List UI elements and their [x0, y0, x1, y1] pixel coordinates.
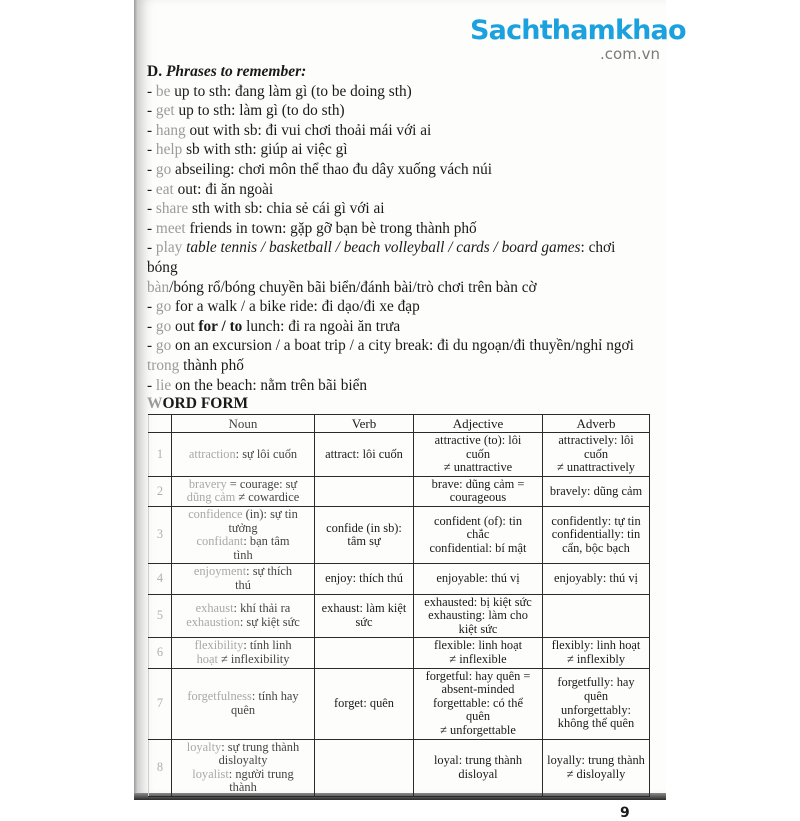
adjective-line: loyal: trung thành [433, 753, 523, 768]
noun-line [175, 549, 311, 563]
watermark-logo [470, 15, 686, 63]
noun-meaning: thú [235, 578, 251, 593]
cell-noun [172, 507, 315, 564]
noun-meaning: : sự trung thành [221, 739, 300, 754]
phrases-section [147, 62, 645, 797]
phrase-text: abseiling: chơi môn thể thao đu dây xuống vách núi [171, 160, 492, 178]
phrase-verb: go [155, 337, 172, 355]
row-number: 3 [149, 507, 172, 564]
phrase-verb: go [155, 160, 172, 178]
adverb-line: attractively: lôi [558, 433, 634, 448]
cell-verb [315, 433, 414, 477]
word-form-heading [147, 395, 637, 413]
verb-line: confide (in sb): [326, 520, 402, 535]
adverb-line: không thể quên [557, 716, 635, 731]
phrase-item: - be up to sth: đang làm gì (to be doing sth) [147, 82, 412, 100]
verb-line: enjoy: thích thú [325, 571, 403, 586]
phrase-list [147, 82, 637, 239]
adjective-line: kiệt sức [458, 621, 498, 636]
verb-line: forget: quên [334, 695, 394, 710]
phrase-text: for a walk / a bike ride: đi dạo/đi xe đạp [171, 298, 420, 316]
adverb-line: quên [583, 688, 609, 703]
phrase-item-play: - play table tennis / basketball / beach volleyball / cards / board games: chơi bóng bàn/bóng rổ/bóng chuyền bãi biển/đánh bài/trò chơi trên bàn cờ [147, 239, 616, 296]
adjective-line: ≠ unattractive [443, 460, 513, 475]
phrase-verb: be [155, 82, 171, 100]
row-number: 5 [149, 594, 172, 638]
cell-adjective [414, 433, 543, 477]
cell-adverb [543, 476, 650, 506]
noun-line [175, 508, 311, 522]
adjective-line: confidential: bí mật [429, 541, 527, 556]
cell-noun [172, 739, 315, 796]
cell-adverb [543, 433, 650, 477]
adjective-line: forgetful: hay quên = [425, 668, 531, 683]
phrase-item: - meet friends in town: gặp gỡ bạn bè trong thành phố [147, 219, 477, 237]
row-number: 1 [149, 433, 172, 477]
phrase-continuation: /bóng rổ/bóng chuyền bãi biển/đánh bài/trò chơi trên bàn cờ [169, 278, 537, 296]
noun-meaning: ≠ inflexibility [217, 652, 290, 666]
adjective-line: ≠ unforgettable [440, 722, 516, 737]
noun-line [175, 639, 311, 653]
phrase-verb: get [155, 102, 175, 120]
cell-noun [172, 476, 315, 506]
phrase-text: on an excursion / a boat trip / a city break: đi du ngoạn/đi thuyền/nghỉ ngơi [171, 337, 634, 355]
phrase-continuation-faded: trong [147, 356, 180, 374]
table-row [149, 476, 650, 506]
noun-meaning: : tính hay [251, 688, 299, 703]
phrase-text: up to sth: đang làm gì (to be doing sth) [170, 82, 412, 100]
cell-verb [315, 668, 414, 739]
cell-verb [315, 476, 414, 506]
noun-meaning: (in): sự tin [242, 507, 298, 522]
adverb-line: confidently: tự tin [551, 513, 641, 528]
logo-brand: Sachthamkhao [470, 15, 686, 46]
section-letter: D. [147, 63, 163, 80]
noun-meaning: = courage: sự [226, 476, 298, 491]
noun-line [175, 754, 311, 768]
noun-word: loyalist [192, 766, 229, 781]
phrase-verb: eat [155, 180, 174, 198]
phrase-continuation: thành phố [179, 356, 244, 374]
phrase-italic-options: table tennis / basketball / beach volleyball / cards / board games [186, 239, 581, 257]
cell-adverb [543, 594, 650, 638]
adjective-line: attractive (to): lôi [434, 433, 522, 448]
adjective-line: exhausting: làm cho [428, 608, 528, 623]
adjective-line: forgettable: có thể [433, 695, 523, 710]
adverb-line: ≠ inflexibly [566, 652, 626, 666]
noun-line [175, 522, 311, 536]
cell-verb [315, 739, 414, 796]
noun-line [175, 653, 311, 667]
phrase-item: - get up to sth: làm gì (to do sth) [147, 102, 345, 120]
noun-line [175, 491, 311, 505]
header-num [149, 415, 172, 433]
table-row [149, 433, 650, 477]
adverb-line: cẩn, bộc bạch [562, 541, 630, 556]
cell-adverb [543, 638, 650, 668]
noun-meaning: : sự thích [246, 564, 293, 579]
page-number: 9 [620, 805, 630, 821]
noun-line [175, 768, 311, 782]
adjective-line: absent-minded [441, 682, 515, 697]
noun-word: loyalty [186, 739, 222, 754]
phrase-meaning: lunch: đi ra ngoài ăn trưa [242, 317, 401, 335]
noun-word: confidant [196, 534, 244, 549]
cell-adverb [543, 507, 650, 564]
noun-word: forgetfulness [187, 688, 252, 703]
noun-meaning: : tính linh [243, 638, 292, 653]
cell-adjective [414, 476, 543, 506]
cell-noun [172, 638, 315, 668]
verb-line: tâm sự [347, 534, 381, 549]
noun-word: bravery [188, 476, 227, 491]
cell-adjective [414, 594, 543, 638]
adjective-line: chắc [466, 527, 490, 542]
table-row [149, 668, 650, 739]
cell-noun [172, 594, 315, 638]
noun-word: hoạt [196, 652, 218, 666]
logo-domain: .com.vn [600, 45, 660, 63]
noun-meaning: : sự kiệt sức [239, 615, 300, 630]
cell-verb [315, 507, 414, 564]
phrase-verb: play [155, 239, 183, 257]
adjective-line: disloyal [458, 766, 498, 781]
phrase-item: - share sth with sb: chia sẻ cái gì với ai [147, 200, 385, 218]
phrase-item-lunch: - go out for / to lunch: đi ra ngoài ăn trưa [147, 317, 401, 335]
phrase-verb: lie [155, 376, 172, 394]
row-number: 7 [149, 668, 172, 739]
adverb-line: ≠ unattractively [556, 460, 636, 475]
row-number: 8 [149, 739, 172, 796]
phrase-item-beach: - lie on the beach: nằm trên bãi biển [147, 376, 368, 394]
noun-line [175, 535, 311, 549]
adverb-line: unforgettably: [561, 702, 631, 717]
header-verb: Verb [315, 415, 414, 433]
noun-line [175, 704, 311, 718]
verb-line: attract: lôi cuốn [325, 446, 403, 461]
phrase-item-excursion: - go on an excursion / a boat trip / a city break: đi du ngoạn/đi thuyền/nghỉ ngơi trong thành phố [147, 337, 634, 374]
cell-adjective [414, 507, 543, 564]
section-heading [147, 62, 637, 82]
adjective-line: quên [465, 709, 491, 724]
table-row [149, 638, 650, 668]
noun-meaning: tình [233, 547, 253, 562]
cell-noun [172, 668, 315, 739]
phrase-text: up to sth: làm gì (to do sth) [174, 102, 345, 120]
cell-adjective [414, 564, 543, 594]
noun-word: enjoyment [193, 564, 247, 579]
noun-word: flexibility [194, 638, 244, 653]
noun-word: exhaust [195, 601, 234, 616]
table-header-row [149, 415, 650, 433]
cell-verb [315, 594, 414, 638]
noun-line [175, 448, 311, 462]
cell-adjective [414, 668, 543, 739]
phrase-verb: go [155, 317, 172, 335]
noun-meaning: thành [229, 780, 257, 795]
adverb-line: bravely: dũng cảm [549, 483, 643, 498]
verb-line: sức [355, 615, 373, 630]
noun-line [175, 579, 311, 593]
noun-line [175, 565, 311, 579]
cell-adverb [543, 564, 650, 594]
cell-adverb [543, 668, 650, 739]
adjective-line: enjoyable: thú vị [436, 571, 520, 586]
phrase-text: out [171, 317, 199, 335]
adverb-line: flexibly: linh hoạt [551, 638, 641, 653]
row-number: 4 [149, 564, 172, 594]
cell-adjective [414, 638, 543, 668]
phrase-item: - go abseiling: chơi môn thể thao đu dây xuống vách núi [147, 160, 492, 178]
phrase-item-walk: - go for a walk / a bike ride: đi dạo/đi xe đạp [147, 298, 420, 316]
noun-line [175, 602, 311, 616]
noun-line [175, 741, 311, 755]
table-row [149, 739, 650, 796]
adjective-line: brave: dũng cảm = [431, 476, 525, 491]
adverb-line: loyally: trung thành [547, 753, 645, 768]
page-spine-shadow [134, 0, 138, 795]
adjective-line: courageous [449, 490, 507, 505]
header-adverb: Adverb [543, 415, 650, 433]
table-row [149, 564, 650, 594]
row-number: 2 [149, 476, 172, 506]
noun-line [175, 781, 311, 795]
phrase-text: on the beach: nằm trên bãi biển [171, 376, 368, 394]
noun-meaning: ≠ cowardice [235, 490, 300, 505]
cell-noun [172, 433, 315, 477]
table-body [149, 433, 650, 797]
noun-meaning: quên [230, 702, 256, 717]
adjective-line: cuốn [465, 446, 491, 461]
adjective-line: confident (of): tin [433, 513, 523, 528]
noun-meaning: tưởng [228, 520, 258, 535]
header-noun: Noun [172, 415, 315, 433]
cell-noun [172, 564, 315, 594]
noun-line [175, 690, 311, 704]
phrase-verb: share [155, 200, 189, 218]
noun-meaning: : sự lôi cuốn [235, 446, 298, 461]
noun-meaning: : người trung [228, 766, 294, 781]
phrase-text: sth with sb: chia sẻ cái gì với ai [188, 200, 385, 218]
table-row [149, 507, 650, 564]
adjective-line: flexible: linh hoạt [433, 638, 523, 653]
phrase-verb: hang [155, 121, 186, 139]
word-form-table [148, 414, 650, 797]
adverb-line: confidentially: tin [551, 527, 641, 542]
noun-word: attraction [188, 446, 236, 461]
noun-meaning: : khí thải ra [233, 601, 291, 616]
phrase-text: sb with sth: giúp ai việc gì [182, 141, 348, 159]
noun-word: confidence [188, 507, 243, 522]
noun-line [175, 478, 311, 492]
adjective-line: exhausted: bị kiệt sức [424, 594, 532, 609]
cell-adverb [543, 739, 650, 796]
phrase-verb: go [155, 298, 172, 316]
phrase-item: - help sb with sth: giúp ai việc gì [147, 141, 348, 159]
phrase-bold: for / to [198, 317, 243, 335]
adverb-line: ≠ disloyally [566, 766, 626, 781]
phrase-item: - eat out: đi ăn ngoài [147, 180, 274, 198]
adverb-line: cuốn [583, 446, 609, 461]
phrase-meaning: : chơi bóng [147, 239, 616, 276]
cell-verb [315, 638, 414, 668]
adverb-line: enjoyably: thú vị [554, 571, 638, 586]
noun-line [175, 616, 311, 630]
header-adjective: Adjective [414, 415, 543, 433]
noun-word: exhaustion [186, 615, 240, 630]
word-form-heading-text: ORD FORM [162, 395, 249, 413]
table-row [149, 594, 650, 638]
noun-word: dũng cảm [186, 490, 236, 505]
phrase-verb: meet [155, 219, 186, 237]
noun-meaning: : bạn tâm [243, 534, 290, 549]
word-form-heading-faded: W [147, 395, 163, 413]
verb-line: exhaust: làm kiệt [321, 601, 407, 616]
row-number: 6 [149, 638, 172, 668]
phrase-text: out: đi ăn ngoài [173, 180, 274, 198]
phrase-continuation-faded: bàn [147, 278, 170, 296]
phrase-verb: help [155, 141, 183, 159]
cell-verb [315, 564, 414, 594]
adjective-line: ≠ inflexible [449, 652, 507, 666]
noun-meaning: disloyalty [218, 753, 268, 768]
phrase-item: - hang out with sb: đi vui chơi thoải mái với ai [147, 121, 432, 139]
adverb-line: forgetfully: hay [557, 675, 635, 690]
phrase-text: out with sb: đi vui chơi thoải mái với ai [185, 121, 432, 139]
section-title: Phrases to remember: [165, 63, 307, 80]
phrase-text: friends in town: gặp gỡ bạn bè trong thành phố [185, 219, 477, 237]
cell-adjective [414, 739, 543, 796]
